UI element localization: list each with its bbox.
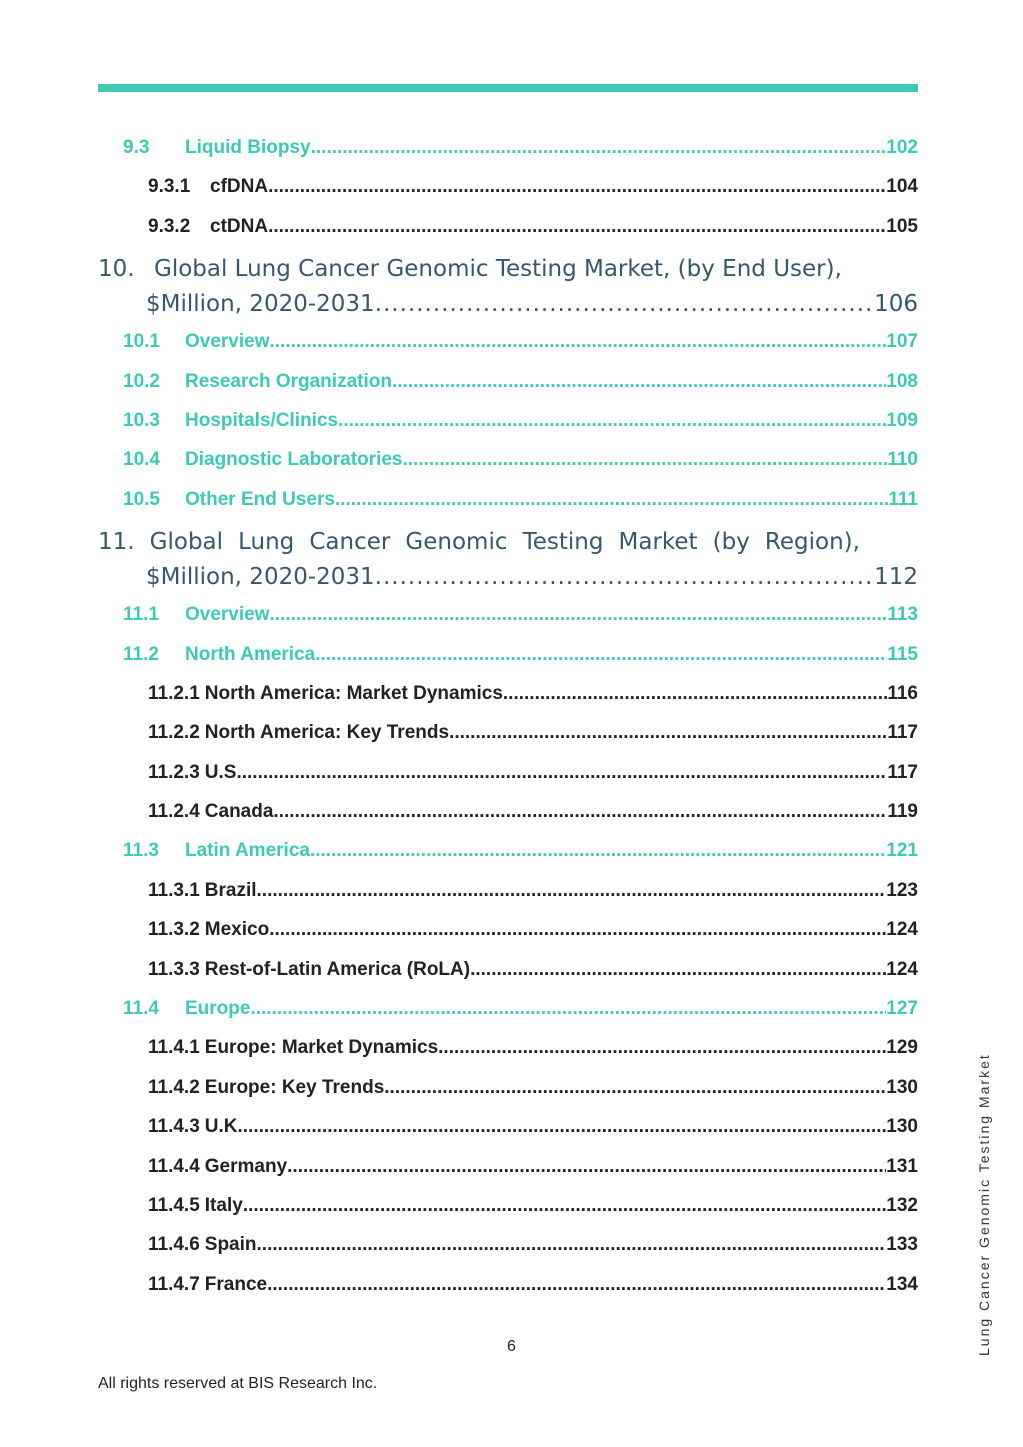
toc-entry-page: 133	[886, 1234, 918, 1256]
dot-leader	[375, 286, 874, 322]
dot-leader	[403, 440, 888, 479]
toc-entry-page: 119	[887, 801, 918, 823]
toc-entry-title: Other End Users	[185, 488, 335, 510]
toc-chapter-11[interactable]	[98, 525, 918, 595]
toc-entry-number: 10.5	[123, 488, 160, 510]
toc-entry-title: cfDNA	[210, 176, 269, 198]
toc-entry-number: 11.2	[123, 643, 159, 665]
toc-entry-page: 110	[887, 449, 918, 471]
dot-leader	[311, 128, 887, 167]
toc-entry-page: 108	[886, 370, 918, 392]
chapter-title-word: Global	[149, 529, 224, 556]
dot-leader	[243, 1107, 887, 1146]
toc-entry-title: Europe: Market Dynamics	[204, 1037, 439, 1059]
toc-entry-9-3-2[interactable]	[98, 207, 918, 246]
toc-entry-10-1[interactable]	[98, 322, 918, 361]
toc-entry-11-4-7[interactable]	[98, 1265, 918, 1304]
side-running-title: Lung Cancer Genomic Testing Market	[976, 1053, 992, 1356]
toc-entry-title: U.S.	[204, 761, 242, 783]
toc-entry-title: Rest-of-Latin America (RoLA)	[204, 958, 471, 980]
toc-entry-number: 9.3.1	[148, 176, 191, 198]
toc-entry-title: Latin America	[185, 840, 310, 862]
table-of-contents	[98, 128, 918, 1304]
toc-entry-page: 123	[886, 879, 918, 901]
toc-entry-9-3[interactable]	[98, 128, 918, 167]
toc-entry-title: Overview	[185, 331, 270, 353]
dot-leader	[503, 674, 887, 713]
chapter-title-word: Market	[618, 529, 698, 556]
toc-entry-page: 130	[886, 1116, 918, 1138]
toc-entry-number: 11.4	[123, 998, 159, 1020]
dot-leader	[270, 322, 887, 361]
toc-entry-10-5[interactable]	[98, 480, 918, 519]
toc-entry-title: Research Organization	[185, 370, 392, 392]
chapter-title-word: Testing	[522, 529, 604, 556]
dot-leader	[270, 595, 888, 634]
toc-entry-11-4-4[interactable]	[98, 1147, 918, 1186]
toc-entry-11-2-1[interactable]	[98, 674, 918, 713]
toc-entry-page: 121	[886, 840, 918, 862]
toc-entry-title: North America	[185, 643, 316, 665]
dot-leader	[250, 989, 886, 1028]
toc-entry-number: 11.1	[123, 604, 159, 626]
chapter-number: 11.	[98, 529, 135, 556]
dot-leader	[257, 871, 887, 910]
toc-entry-title: North America: Market Dynamics	[204, 682, 503, 704]
toc-entry-page: 131	[886, 1155, 918, 1177]
toc-entry-number: 10.4	[123, 449, 160, 471]
toc-entry-number: 9.3.2	[148, 215, 191, 237]
chapter-heading-line	[98, 559, 918, 595]
toc-entry-page: 102	[886, 137, 918, 158]
toc-entry-number: 11.2.1	[148, 682, 200, 704]
dot-leader	[315, 635, 887, 674]
toc-entry-title: Overview	[185, 604, 270, 626]
dot-leader	[269, 910, 886, 949]
toc-entry-page: 107	[886, 331, 918, 353]
toc-entry-11-2-4[interactable]	[98, 792, 918, 831]
toc-entry-title: Canada	[204, 801, 274, 823]
toc-entry-10-3[interactable]	[98, 401, 918, 440]
toc-entry-number: 11.4.1	[148, 1037, 200, 1059]
chapter-page: 106	[874, 291, 918, 318]
toc-entry-page: 130	[886, 1076, 918, 1098]
toc-entry-11-2-3[interactable]	[98, 753, 918, 792]
toc-entry-page: 105	[886, 215, 918, 237]
toc-entry-number: 11.4.7	[148, 1273, 200, 1295]
dot-leader	[287, 1147, 886, 1186]
toc-entry-page: 124	[886, 958, 918, 980]
dot-leader	[310, 831, 886, 870]
toc-entry-page: 129	[886, 1037, 918, 1059]
toc-chapter-10[interactable]	[98, 252, 918, 322]
toc-entry-page: 116	[887, 682, 918, 704]
toc-entry-number: 11.2.2	[148, 722, 200, 744]
toc-entry-page: 113	[887, 604, 918, 626]
toc-entry-page: 104	[886, 176, 918, 198]
dot-leader	[338, 401, 886, 440]
dot-leader	[384, 1068, 886, 1107]
dot-leader	[257, 1225, 887, 1264]
dot-leader	[335, 480, 888, 519]
chapter-title-word: Lung	[238, 529, 295, 556]
toc-entry-page: 127	[886, 998, 918, 1020]
toc-entry-title: Europe: Key Trends	[204, 1076, 385, 1098]
toc-entry-number: 11.2.4	[148, 801, 200, 823]
toc-entry-number: 11.4.4	[148, 1155, 200, 1177]
toc-entry-title: ctDNA	[210, 215, 269, 237]
toc-entry-11-3-3[interactable]	[98, 950, 918, 989]
dot-leader	[242, 753, 888, 792]
toc-entry-number: 11.4.5	[148, 1194, 200, 1216]
toc-entry-number: 10.3	[123, 409, 160, 431]
chapter-heading-line	[98, 525, 860, 559]
toc-entry-title: North America: Key Trends	[204, 722, 450, 744]
toc-entry-number: 11.4.2	[148, 1076, 200, 1098]
toc-entry-9-3-1[interactable]	[98, 167, 918, 206]
toc-entry-title: Spain	[204, 1234, 257, 1256]
dot-leader	[449, 713, 887, 752]
dot-leader	[438, 1028, 886, 1067]
dot-leader	[392, 362, 886, 401]
dot-leader	[375, 559, 874, 595]
dot-leader	[268, 167, 886, 206]
toc-entry-number: 11.3.2	[148, 919, 200, 941]
toc-entry-page: 134	[886, 1273, 918, 1295]
dot-leader	[243, 1186, 886, 1225]
chapter-title-word: Region),	[764, 529, 860, 556]
dot-leader	[268, 207, 886, 246]
toc-entry-title: U.K.	[204, 1116, 243, 1138]
toc-entry-title: Brazil	[204, 879, 257, 901]
toc-entry-10-4[interactable]	[98, 440, 918, 479]
chapter-heading-line	[98, 252, 918, 286]
toc-entry-11-2-2[interactable]	[98, 713, 918, 752]
chapter-heading-line	[98, 286, 918, 322]
toc-entry-11-4[interactable]	[98, 989, 918, 1028]
chapter-title-word: Cancer	[309, 529, 391, 556]
toc-entry-11-4-5[interactable]	[98, 1186, 918, 1225]
footer-copyright: All rights reserved at BIS Research Inc.	[98, 1375, 378, 1392]
chapter-number: 10.	[98, 256, 135, 283]
toc-entry-number: 11.2.3	[148, 761, 200, 783]
toc-entry-page: 117	[887, 722, 918, 744]
toc-entry-11-1[interactable]	[98, 595, 918, 634]
toc-entry-number: 11.4.3	[148, 1116, 200, 1138]
toc-entry-page: 117	[887, 761, 918, 783]
toc-entry-page: 115	[887, 643, 918, 665]
chapter-page: 112	[874, 564, 918, 591]
toc-entry-page: 111	[888, 488, 918, 510]
page-number: 6	[507, 1338, 516, 1355]
chapter-title-continued: $Million, 2020-2031	[146, 564, 375, 591]
toc-entry-page: 109	[886, 409, 918, 431]
toc-entry-page: 124	[886, 919, 918, 941]
toc-entry-number: 11.4.6	[148, 1234, 200, 1256]
toc-entry-number: 10.2	[123, 370, 160, 392]
top-accent-bar	[98, 84, 918, 92]
dot-leader	[273, 792, 887, 831]
chapter-title-word: (by	[712, 529, 750, 556]
toc-entry-11-3-1[interactable]	[98, 871, 918, 910]
toc-entry-number: 9.3	[123, 137, 150, 158]
toc-entry-number: 10.1	[123, 331, 160, 353]
toc-entry-10-2[interactable]	[98, 362, 918, 401]
toc-entry-number: 11.3	[123, 840, 159, 862]
toc-entry-11-3-2[interactable]	[98, 910, 918, 949]
chapter-title: Global Lung Cancer Genomic Testing Market, (by End User),	[154, 256, 842, 283]
dot-leader	[470, 950, 886, 989]
chapter-title-continued: $Million, 2020-2031	[146, 291, 375, 318]
toc-entry-title: Italy	[204, 1194, 243, 1216]
toc-entry-title: Mexico	[204, 919, 270, 941]
toc-entry-title: Germany	[204, 1155, 288, 1177]
toc-entry-11-4-6[interactable]	[98, 1225, 918, 1264]
toc-entry-title: Hospitals/Clinics	[185, 409, 339, 431]
toc-entry-11-4-2[interactable]	[98, 1068, 918, 1107]
toc-entry-title: Europe	[185, 998, 251, 1020]
toc-entry-11-3[interactable]	[98, 831, 918, 870]
toc-entry-title: Liquid Biopsy	[185, 137, 311, 158]
toc-entry-11-4-3[interactable]	[98, 1107, 918, 1146]
chapter-title-word: Genomic	[405, 529, 508, 556]
dot-leader	[267, 1265, 886, 1304]
toc-entry-number: 11.3.3	[148, 958, 200, 980]
toc-entry-11-2[interactable]	[98, 635, 918, 674]
toc-entry-title: France	[204, 1273, 268, 1295]
toc-entry-page: 132	[886, 1194, 918, 1216]
toc-entry-number: 11.3.1	[148, 879, 200, 901]
toc-entry-title: Diagnostic Laboratories	[185, 449, 403, 471]
toc-entry-11-4-1[interactable]	[98, 1028, 918, 1067]
